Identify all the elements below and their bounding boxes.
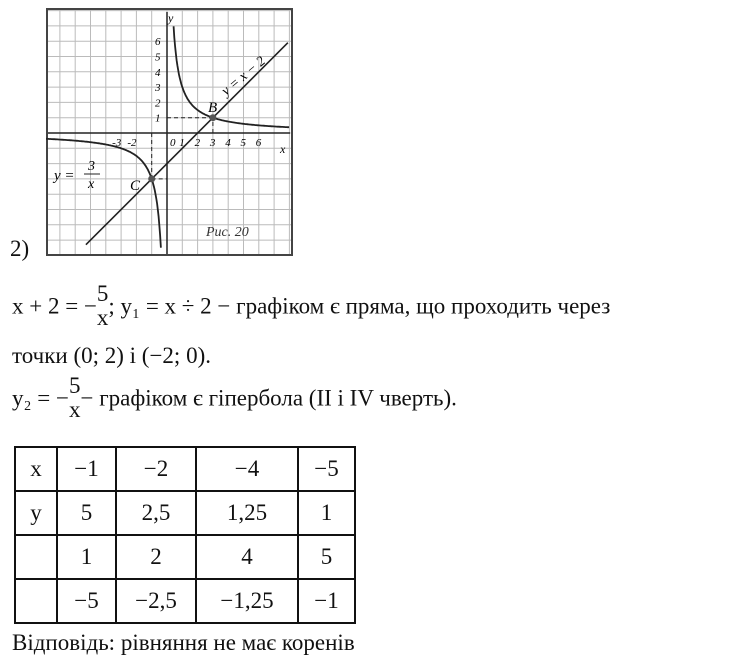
eq-rest: ; y₁ = x ÷ 2 − графіком є пряма, що проходить через <box>108 293 611 319</box>
hyperbola-label-num: 3 <box>88 159 95 174</box>
table-cell: y <box>15 491 57 535</box>
axis-x-label: x <box>280 142 286 156</box>
table-cell: −2,5 <box>116 579 196 623</box>
denominator: x <box>96 305 109 330</box>
point-b-label: B <box>208 100 218 116</box>
table-cell: −2 <box>116 447 196 491</box>
hyperbola-branch-2 <box>46 139 161 248</box>
table-cell: 2 <box>116 535 196 579</box>
table-cell: x <box>15 447 57 491</box>
values-table <box>14 446 356 624</box>
x-tick-label: 0 <box>170 137 176 149</box>
table-cell: 1,25 <box>196 491 298 535</box>
graph-grid <box>48 10 292 254</box>
table-cell: 1 <box>57 535 116 579</box>
function-graph-figure <box>46 8 296 258</box>
equation-line-2: точки (0; 2) і (−2; 0). <box>12 343 211 368</box>
y-tick-label: 4 <box>155 66 161 79</box>
table-cell: −1 <box>298 579 355 623</box>
table-cell: 5 <box>298 535 355 579</box>
table-cell: −4 <box>196 447 298 491</box>
point-c <box>148 175 155 182</box>
table-row <box>15 447 355 491</box>
numerator: 5 <box>96 281 109 306</box>
x-tick-label: 2 <box>194 137 201 149</box>
table-cell: 2,5 <box>116 491 196 535</box>
figure-caption: Рис. 20 <box>206 225 249 240</box>
table-cell: 1 <box>298 491 355 535</box>
y-tick-label: 2 <box>155 97 161 110</box>
table-cell <box>15 535 57 579</box>
hyperbola-label-den: x <box>88 177 95 192</box>
x-tick-label: 5 <box>240 137 246 149</box>
x-tick-label: 4 <box>225 137 231 149</box>
line-label: y = x − 2 <box>218 53 269 100</box>
x-tick-label: 6 <box>255 137 262 149</box>
y-tick-label: 3 <box>155 82 161 95</box>
graph-axes <box>48 12 290 254</box>
x-tick-label: 1 <box>179 137 185 149</box>
answer: Відповідь: рівняння не має коренів <box>12 630 355 655</box>
axis-y-label: y <box>168 11 174 25</box>
table-row <box>15 491 355 535</box>
y-tick-label: 6 <box>155 36 161 49</box>
eq-lhs: x + 2 = − <box>12 293 97 319</box>
equation-line-1 <box>12 281 611 332</box>
table-cell: −5 <box>298 447 355 491</box>
numerator: 5 <box>68 373 81 398</box>
table-row <box>15 535 355 579</box>
point-c-label: C <box>130 178 141 194</box>
table-cell <box>15 579 57 623</box>
x-tick-label: 3 <box>209 137 216 149</box>
y-tick-label: 1 <box>155 112 161 125</box>
x-tick-label: -2 <box>127 137 137 149</box>
y-tick-label: 5 <box>155 51 161 64</box>
table-cell: −5 <box>57 579 116 623</box>
fraction <box>69 374 81 422</box>
eq-lhs: y₂ = − <box>12 385 69 411</box>
eq-rest: − графіком є гіпербола (II і IV чверть). <box>80 385 457 411</box>
denominator: x <box>68 397 81 422</box>
table-row <box>15 579 355 623</box>
x-tick-label: -3 <box>112 137 122 149</box>
figure-border <box>47 9 292 255</box>
table-cell: −1 <box>57 447 116 491</box>
hyperbola-label: y = <box>54 168 75 184</box>
fraction <box>97 282 109 330</box>
item-number: 2) <box>10 236 30 261</box>
table-cell: −1,25 <box>196 579 298 623</box>
table-cell: 5 <box>57 491 116 535</box>
table-cell: 4 <box>196 535 298 579</box>
equation-line-3 <box>12 373 457 424</box>
